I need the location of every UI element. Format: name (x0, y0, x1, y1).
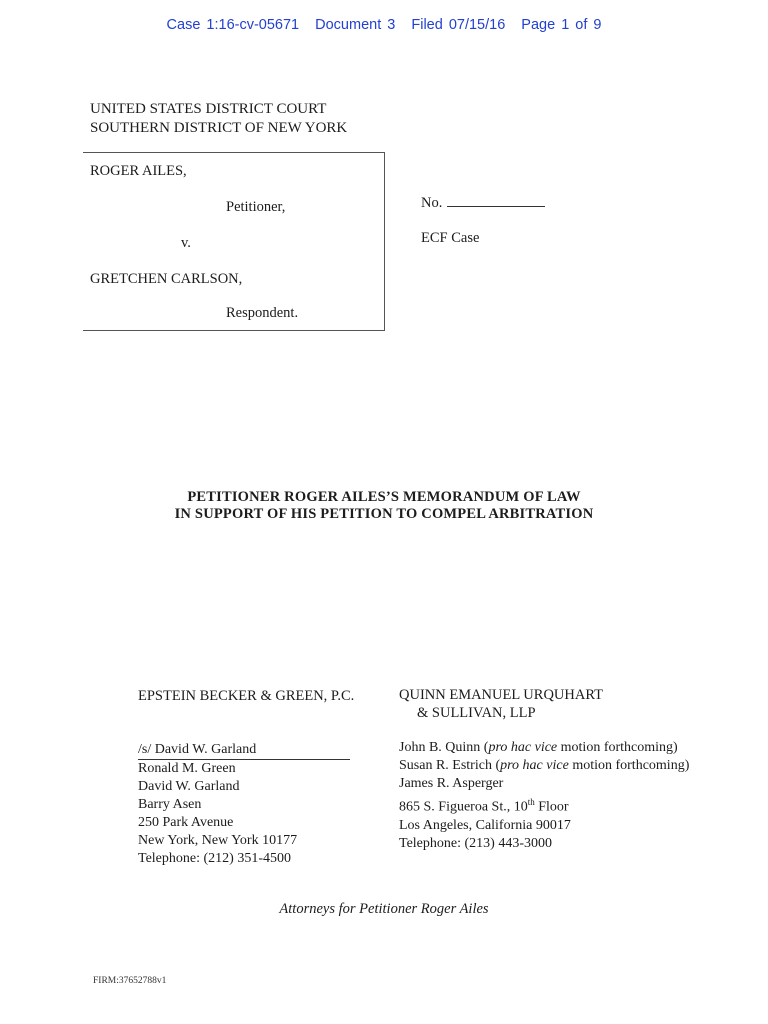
case-number-field (421, 194, 545, 212)
signature: /s/ David W. Garland (138, 741, 350, 760)
left-telephone: Telephone: (212) 351-4500 (138, 851, 291, 866)
right-address-1: 865 S. Figueroa St., 10th Floor (399, 797, 569, 815)
versus: v. (181, 235, 191, 251)
attorney-asperger: James R. Asperger (399, 776, 504, 791)
ecf-case-label: ECF Case (421, 230, 480, 246)
right-firm-name (399, 686, 603, 722)
court-line-1: UNITED STATES DISTRICT COURT (90, 101, 327, 117)
right-firm-line-1: QUINN EMANUEL URQUHART (399, 687, 603, 703)
page-number: Page 1 of 9 (521, 17, 602, 33)
right-firm-block (399, 739, 689, 853)
court-line-2: SOUTHERN DISTRICT OF NEW YORK (90, 120, 348, 136)
attorney-quinn: John B. Quinn (pro hac vice motion forthcoming) (399, 740, 678, 755)
title-line-1: PETITIONER ROGER AILES’S MEMORANDUM OF LAW (187, 489, 581, 505)
attorney-estrich: Susan R. Estrich (pro hac vice motion forthcoming) (399, 758, 690, 773)
ecf-header (0, 17, 768, 33)
left-firm-name: EPSTEIN BECKER & GREEN, P.C. (138, 688, 355, 704)
attorneys-for: Attorneys for Petitioner Roger Ailes (279, 901, 489, 917)
filed-date: Filed 07/15/16 (411, 17, 506, 33)
petitioner-role: Petitioner, (226, 199, 286, 215)
document-number: Document 3 (315, 17, 396, 33)
number-blank (447, 194, 545, 207)
left-address-1: 250 Park Avenue (138, 815, 234, 830)
left-address-2: New York, New York 10177 (138, 833, 298, 848)
respondent-name: GRETCHEN CARLSON, (90, 271, 243, 287)
court-name (90, 100, 347, 138)
title-line-2: IN SUPPORT OF HIS PETITION TO COMPEL ARBITRATION (174, 506, 594, 522)
right-telephone: Telephone: (213) 443-3000 (399, 835, 552, 851)
right-firm-line-2: & SULLIVAN, LLP (417, 705, 536, 721)
number-label: No. (421, 195, 443, 211)
case-number: Case 1:16-cv-05671 (166, 17, 300, 33)
document-id: FIRM:37652788v1 (93, 976, 167, 986)
petitioner-name: ROGER AILES, (90, 163, 187, 179)
attorney-asen: Barry Asen (138, 797, 202, 812)
document-title (0, 489, 768, 523)
left-firm-block (138, 741, 350, 868)
attorney-garland: David W. Garland (138, 779, 240, 794)
right-address-2: Los Angeles, California 90017 (399, 817, 571, 833)
respondent-role: Respondent. (226, 305, 299, 321)
attorney-green: Ronald M. Green (138, 761, 236, 776)
